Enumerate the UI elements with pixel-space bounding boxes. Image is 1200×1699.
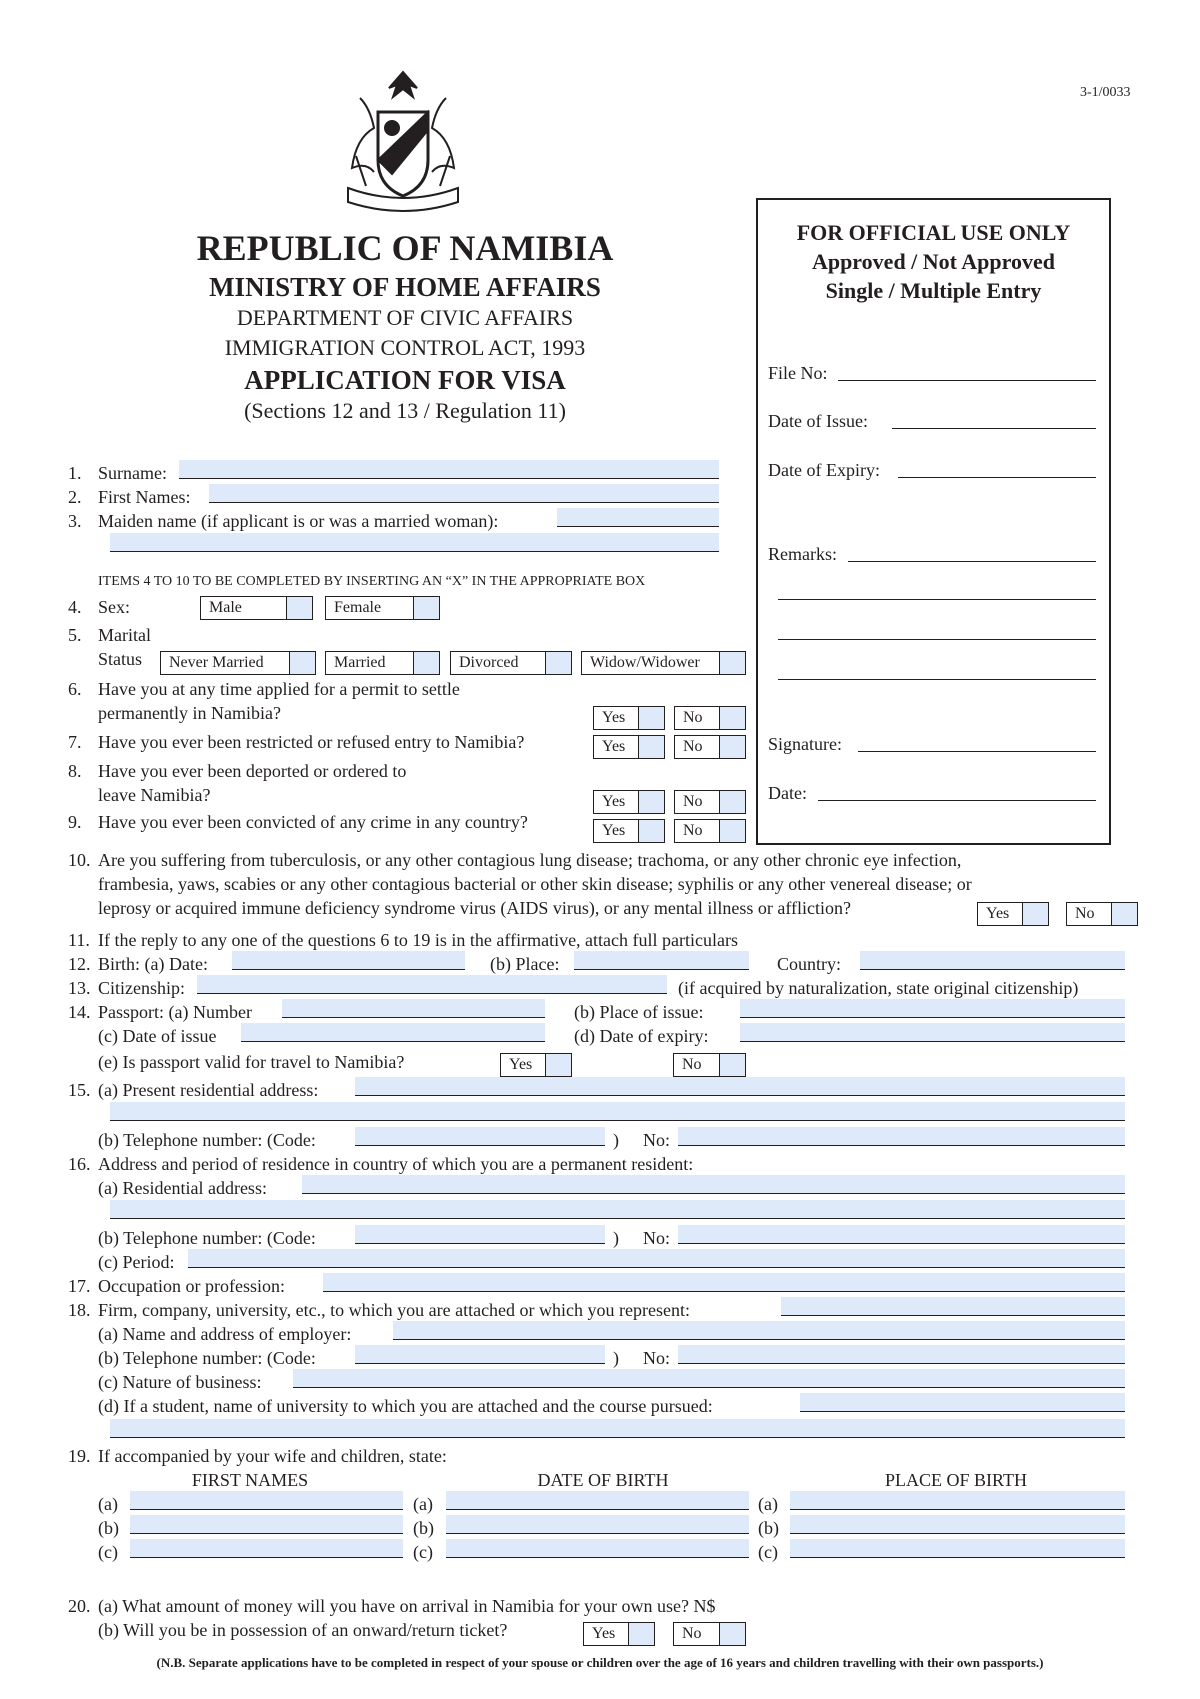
remarks-line[interactable] <box>778 678 1096 680</box>
q8-no-checkbox[interactable] <box>674 790 746 814</box>
employer-tel-close: ) <box>613 1348 619 1368</box>
never-married-box[interactable] <box>289 652 315 674</box>
residential-tel-code-input[interactable] <box>355 1225 605 1244</box>
q9-number: 9. <box>68 812 82 832</box>
department-title: DEPARTMENT OF CIVIC AFFAIRS <box>236 305 574 330</box>
student-label: (d) If a student, name of university to which you are attached and the course pursued: <box>98 1396 713 1416</box>
row-c-label: (c) <box>413 1542 433 1562</box>
no-box[interactable] <box>719 1054 745 1076</box>
no-label: No <box>682 1625 702 1642</box>
passport-valid-yes-checkbox[interactable] <box>500 1053 572 1077</box>
maiden-name-input-line2[interactable] <box>110 533 719 552</box>
no-label: No <box>682 1056 702 1073</box>
q7-no-checkbox[interactable] <box>674 735 746 759</box>
passport-place-input[interactable] <box>740 999 1125 1018</box>
present-tel-label: (b) Telephone number: (Code: <box>98 1130 316 1150</box>
approval-status: Approved / Not Approved <box>811 249 1056 274</box>
q9-yes-checkbox[interactable] <box>593 819 665 843</box>
firm-input[interactable] <box>781 1297 1125 1316</box>
remarks-line[interactable] <box>778 598 1096 600</box>
never-married-label: Never Married <box>169 654 264 671</box>
yes-box[interactable] <box>638 707 664 729</box>
no-label: No <box>683 709 703 726</box>
remarks-line[interactable] <box>778 638 1096 640</box>
citizenship-note: (if acquired by naturalization, state original citizenship) <box>678 978 1079 998</box>
marital-label: Marital <box>98 625 151 645</box>
remarks-field[interactable] <box>848 560 1096 562</box>
no-box[interactable] <box>719 1623 745 1645</box>
form-title: APPLICATION FOR VISA <box>244 365 566 395</box>
child-a-date-of-birth[interactable] <box>446 1491 749 1510</box>
q6-number: 6. <box>68 679 82 699</box>
row-b-label: (b) <box>413 1518 434 1538</box>
q10-no-checkbox[interactable] <box>1066 902 1138 926</box>
citizenship-input[interactable] <box>197 975 667 994</box>
employer-tel-no-input[interactable] <box>678 1345 1125 1364</box>
signature-field[interactable] <box>858 750 1096 752</box>
birth-place-label: (b) Place: <box>490 954 560 974</box>
student-input[interactable] <box>800 1393 1125 1412</box>
q15-number: 15. <box>68 1080 91 1100</box>
yes-label: Yes <box>986 905 1010 922</box>
q8-yes-checkbox[interactable] <box>593 790 665 814</box>
residential-address-label: (a) Residential address: <box>98 1178 267 1198</box>
q10-number: 10. <box>68 850 91 870</box>
col-date-of-birth: DATE OF BIRTH <box>537 1470 669 1490</box>
residential-tel-label: (b) Telephone number: (Code: <box>98 1228 316 1248</box>
ticket-no-checkbox[interactable] <box>673 1622 746 1646</box>
q20-number: 20. <box>68 1596 91 1616</box>
child-c-date-of-birth[interactable] <box>446 1539 749 1558</box>
birth-date-label: Birth: (a) Date: <box>98 954 208 974</box>
row-c-label: (c) <box>98 1542 118 1562</box>
no-box[interactable] <box>1111 903 1137 925</box>
residential-address-input-line2[interactable] <box>110 1200 1125 1219</box>
child-b-place-of-birth[interactable] <box>790 1515 1125 1534</box>
birth-date-input[interactable] <box>232 951 465 970</box>
date-of-expiry-label: Date of Expiry: <box>768 460 880 480</box>
passport-number-input[interactable] <box>282 999 545 1018</box>
coat-of-arms-icon <box>330 68 476 220</box>
q17-number: 17. <box>68 1276 91 1296</box>
occupation-label: Occupation or profession: <box>98 1276 285 1296</box>
q9-no-checkbox[interactable] <box>674 819 746 843</box>
female-checkbox[interactable] <box>413 597 439 619</box>
official-title: FOR OFFICIAL USE ONLY <box>796 220 1071 245</box>
residential-address-input[interactable] <box>302 1175 1125 1194</box>
ministry-title: MINISTRY OF HOME AFFAIRS <box>209 272 601 302</box>
child-a-first-names[interactable] <box>130 1491 403 1510</box>
maiden-name-input[interactable] <box>557 508 719 527</box>
divorced-checkbox[interactable] <box>450 651 572 675</box>
occupation-input[interactable] <box>323 1273 1125 1292</box>
q10-text-line2: frambesia, yaws, scabies or any other contagious bacterial or other skin disease; syphilis or any other venereal disease; or <box>98 874 972 894</box>
q11-number: 11. <box>68 930 90 950</box>
never-married-checkbox[interactable] <box>160 651 316 675</box>
q16-number: 16. <box>68 1154 91 1174</box>
entry-type: Single / Multiple Entry <box>825 278 1042 303</box>
surname-input[interactable] <box>179 460 719 479</box>
passport-date-issue-input[interactable] <box>241 1023 545 1042</box>
no-box[interactable] <box>719 707 745 729</box>
official-use-box <box>756 198 1111 845</box>
sex-female-checkbox[interactable] <box>325 596 440 620</box>
citizenship-label: Citizenship: <box>98 978 185 998</box>
q7-text: Have you ever been restricted or refused entry to Namibia? <box>98 732 525 752</box>
present-address-input[interactable] <box>355 1077 1125 1096</box>
row-a-label: (a) <box>98 1494 118 1514</box>
period-label: (c) Period: <box>98 1252 175 1272</box>
row-a-label: (a) <box>758 1494 778 1514</box>
col-place-of-birth: PLACE OF BIRTH <box>885 1470 1027 1490</box>
employer-input[interactable] <box>393 1321 1125 1340</box>
q19-number: 19. <box>68 1446 91 1466</box>
yes-label: Yes <box>602 822 626 839</box>
yes-box[interactable] <box>638 820 664 842</box>
act-title: IMMIGRATION CONTROL ACT, 1993 <box>224 335 586 360</box>
passport-place-label: (b) Place of issue: <box>574 1002 704 1022</box>
widow-checkbox[interactable] <box>581 651 746 675</box>
q18-number: 18. <box>68 1300 91 1320</box>
yes-label: Yes <box>602 738 626 755</box>
q12-number: 12. <box>68 954 91 974</box>
q10-text-line3: leprosy or acquired immune deficiency syndrome virus (AIDS virus), or any mental illness or affliction? <box>98 898 851 918</box>
child-b-date-of-birth[interactable] <box>446 1515 749 1534</box>
yes-label: Yes <box>592 1625 616 1642</box>
q13-number: 13. <box>68 978 91 998</box>
official-date-label: Date: <box>768 783 807 803</box>
birth-place-input[interactable] <box>574 951 749 970</box>
residential-tel-no-input[interactable] <box>678 1225 1125 1244</box>
ticket-yes-checkbox[interactable] <box>583 1622 655 1646</box>
employer-label: (a) Name and address of employer: <box>98 1324 352 1344</box>
employer-tel-label: (b) Telephone number: (Code: <box>98 1348 316 1368</box>
row-b-label: (b) <box>98 1518 119 1538</box>
q8-text: Have you ever been deported or ordered to <box>98 761 407 781</box>
row-a-label: (a) <box>413 1494 433 1514</box>
present-tel-code-input[interactable] <box>355 1127 605 1146</box>
male-option-label: Male <box>209 599 242 616</box>
passport-valid-no-checkbox[interactable] <box>673 1053 746 1077</box>
no-label: No <box>1075 905 1095 922</box>
no-box[interactable] <box>719 736 745 758</box>
passport-number-label: Passport: (a) Number <box>98 1002 252 1022</box>
q4-number: 4. <box>68 597 82 617</box>
q6-text: Have you at any time applied for a permit to settle <box>98 679 460 699</box>
present-tel-no-label: No: <box>643 1130 670 1150</box>
q2-number: 2. <box>68 487 82 507</box>
child-a-place-of-birth[interactable] <box>790 1491 1125 1510</box>
yes-box[interactable] <box>1022 903 1048 925</box>
child-c-place-of-birth[interactable] <box>790 1539 1125 1558</box>
date-of-expiry-field[interactable] <box>898 476 1096 478</box>
file-no-field[interactable] <box>838 379 1096 381</box>
residential-tel-no-label: No: <box>643 1228 670 1248</box>
official-date-field[interactable] <box>818 799 1096 801</box>
widow-box[interactable] <box>719 652 745 674</box>
no-label: No <box>683 822 703 839</box>
q7-yes-checkbox[interactable] <box>593 735 665 759</box>
q10-text: Are you suffering from tuberculosis, or any other contagious lung disease; trachoma, or any other chronic eye infection, <box>98 850 962 870</box>
present-tel-close: ) <box>613 1130 619 1150</box>
date-of-issue-field[interactable] <box>892 427 1096 429</box>
business-nature-input[interactable] <box>293 1369 1125 1388</box>
form-code: 3-1/0033 <box>1080 85 1131 100</box>
q6-no-checkbox[interactable] <box>674 706 746 730</box>
no-label: No <box>683 738 703 755</box>
q19-text: If accompanied by your wife and children, state: <box>98 1446 447 1466</box>
q1-number: 1. <box>68 463 82 483</box>
surname-label: Surname: <box>98 463 167 483</box>
country-title: REPUBLIC OF NAMIBIA <box>196 228 614 268</box>
footnote: (N.B. Separate applications have to be completed in respect of your spouse or children over the age of 16 years and children travelling with their own passports.) <box>156 1655 1044 1670</box>
q7-number: 7. <box>68 732 82 752</box>
female-option-label: Female <box>334 599 382 616</box>
business-nature-label: (c) Nature of business: <box>98 1372 262 1392</box>
no-label: No <box>683 793 703 810</box>
passport-date-issue-label: (c) Date of issue <box>98 1026 217 1046</box>
q6-yes-checkbox[interactable] <box>593 706 665 730</box>
passport-valid-label: (e) Is passport valid for travel to Namibia? <box>98 1052 405 1072</box>
q11-text: If the reply to any one of the questions 6 to 19 is in the affirmative, attach full particulars <box>98 930 738 950</box>
yes-box[interactable] <box>638 736 664 758</box>
q10-yes-checkbox[interactable] <box>977 902 1049 926</box>
q5-number: 5. <box>68 625 82 645</box>
present-address-label: (a) Present residential address: <box>98 1080 319 1100</box>
no-box[interactable] <box>719 820 745 842</box>
yes-label: Yes <box>509 1056 533 1073</box>
present-tel-no-input[interactable] <box>678 1127 1125 1146</box>
student-input-line2[interactable] <box>110 1419 1125 1438</box>
no-box[interactable] <box>719 791 745 813</box>
status-label: Status <box>98 649 143 669</box>
date-of-issue-label: Date of Issue: <box>768 411 868 431</box>
col-first-names: FIRST NAMES <box>191 1470 309 1490</box>
birth-country-input[interactable] <box>860 951 1125 970</box>
birth-country-label: Country: <box>777 954 842 974</box>
child-c-first-names[interactable] <box>130 1539 403 1558</box>
maiden-name-label: Maiden name (if applicant is or was a married woman): <box>98 511 499 531</box>
q14-number: 14. <box>68 1002 91 1022</box>
passport-date-expiry-input[interactable] <box>740 1023 1125 1042</box>
row-b-label: (b) <box>758 1518 779 1538</box>
widow-label: Widow/Widower <box>590 654 700 671</box>
divorced-box[interactable] <box>545 652 571 674</box>
divorced-label: Divorced <box>459 654 519 671</box>
ticket-question: (b) Will you be in possession of an onward/return ticket? <box>98 1620 508 1640</box>
yes-box[interactable] <box>545 1054 571 1076</box>
married-checkbox[interactable] <box>325 651 440 675</box>
present-address-input-line2[interactable] <box>110 1102 1125 1121</box>
yes-box[interactable] <box>638 791 664 813</box>
male-checkbox[interactable] <box>286 597 312 619</box>
first-names-input[interactable] <box>209 484 719 503</box>
child-b-first-names[interactable] <box>130 1515 403 1534</box>
remarks-label: Remarks: <box>768 544 837 564</box>
row-c-label: (c) <box>758 1542 778 1562</box>
q9-text: Have you ever been convicted of any crime in any country? <box>98 812 528 832</box>
q16-text: Address and period of residence in country of which you are a permanent resident: <box>98 1154 694 1174</box>
sex-male-checkbox[interactable] <box>200 596 313 620</box>
instructions-text: ITEMS 4 TO 10 TO BE COMPLETED BY INSERTING AN “X” IN THE APPROPRIATE BOX <box>98 574 646 589</box>
q6-text-line2: permanently in Namibia? <box>98 703 281 723</box>
residential-tel-close: ) <box>613 1228 619 1248</box>
file-no-label: File No: <box>768 363 828 383</box>
yes-label: Yes <box>602 709 626 726</box>
employer-tel-no-label: No: <box>643 1348 670 1368</box>
q8-text-line2: leave Namibia? <box>98 785 211 805</box>
q8-number: 8. <box>68 761 82 781</box>
money-question: (a) What amount of money will you have on arrival in Namibia for your own use? N$ <box>98 1596 716 1616</box>
yes-box[interactable] <box>628 1623 654 1645</box>
married-box[interactable] <box>413 652 439 674</box>
passport-date-expiry-label: (d) Date of expiry: <box>574 1026 709 1046</box>
employer-tel-code-input[interactable] <box>355 1345 605 1364</box>
q18-text: Firm, company, university, etc., to which you are attached or which you represent: <box>98 1300 690 1320</box>
form-subtitle: (Sections 12 and 13 / Regulation 11) <box>244 398 566 423</box>
yes-label: Yes <box>602 793 626 810</box>
sex-label: Sex: <box>98 597 131 617</box>
first-names-label: First Names: <box>98 487 191 507</box>
q3-number: 3. <box>68 511 82 531</box>
signature-label: Signature: <box>768 734 842 754</box>
married-label: Married <box>334 654 386 671</box>
period-input[interactable] <box>188 1249 1125 1268</box>
